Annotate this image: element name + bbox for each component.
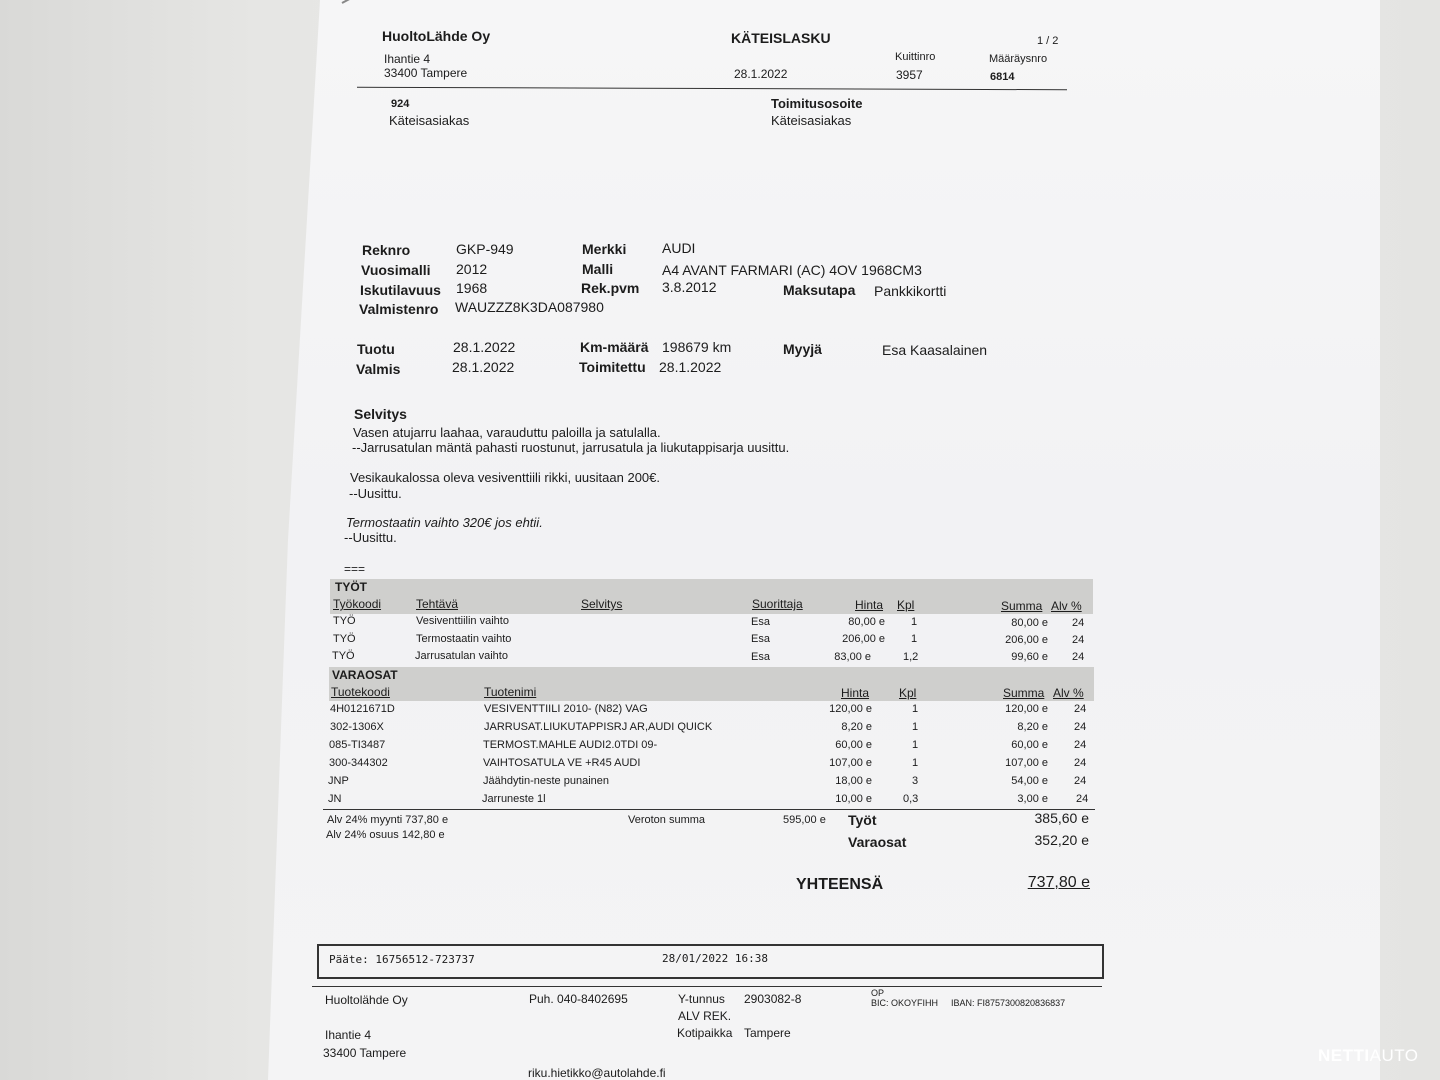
footer-iban: IBAN: FI8757300820836837 — [951, 998, 1066, 1008]
varaosat-row-koodi: 085-TI3487 — [329, 739, 386, 751]
varaosat-row-alv: 24 — [1076, 793, 1089, 805]
varaosat-row-summa: 120,00 e — [1005, 703, 1048, 715]
maarays-label: Määräysnro — [989, 53, 1048, 65]
varaosat-col-nimi: Tuotenimi — [484, 685, 537, 699]
selvitys-line: Vesikaukalossa oleva vesiventtiili rikki, uusitaan 200€. — [350, 470, 661, 485]
veroton-value: 595,00 e — [783, 814, 826, 826]
tuotu-label: Tuotu — [357, 341, 395, 357]
varaosat-col-alv: Alv % — [1053, 686, 1084, 700]
tyot-title: TYÖT — [335, 580, 367, 594]
iskutilavuus-value: 1968 — [456, 280, 488, 296]
tyot-row-summa: 99,60 e — [1011, 651, 1048, 663]
tyot-row-kpl: 1 — [911, 616, 918, 628]
delivery-label: Toimitusosoite — [771, 96, 863, 111]
iskutilavuus-label: Iskutilavuus — [360, 282, 441, 298]
varaosat-row-koodi: JN — [328, 793, 342, 805]
watermark-part1: NETTI — [1318, 1046, 1370, 1065]
varaosat-row-nimi: JARRUSAT.LIUKUTAPPISRJ AR,AUDI QUICK — [484, 721, 713, 733]
varaosat-row-alv: 24 — [1074, 757, 1087, 769]
tyot-row-tehtava: Vesiventtiilin vaihto — [416, 615, 509, 627]
kuitti-label: Kuittinro — [895, 51, 936, 63]
tyot-row-suorittaja: Esa — [751, 616, 770, 628]
tyot-row-hinta: 80,00 e — [848, 616, 885, 628]
yhteensa-label: YHTEENSÄ — [796, 876, 884, 893]
tyot-col-kpl: Kpl — [897, 598, 915, 612]
customer-name: Käteisasiakas — [389, 113, 470, 128]
km-label: Km-määrä — [580, 339, 649, 355]
selvitys-line: Vasen atujarru laahaa, varauduttu paloilla ja satulalla. — [353, 425, 661, 440]
varaosat-row-kpl: 3 — [912, 775, 919, 787]
tyot-row-kpl: 1 — [911, 633, 918, 645]
varaosat-col-kpl: Kpl — [899, 686, 917, 700]
varaosat-row-hinta: 60,00 e — [835, 739, 872, 751]
varaosat-col-koodi: Tuotekoodi — [331, 685, 390, 699]
footer-address-2: 33400 Tampere — [323, 1046, 407, 1060]
varaosat-row-nimi: Jarruneste 1l — [482, 793, 546, 805]
alv-myynti: Alv 24% myynti 737,80 e — [327, 814, 449, 826]
myyja-value: Esa Kaasalainen — [882, 342, 988, 358]
tuotu-value: 28.1.2022 — [453, 339, 516, 355]
tyot-row-alv: 24 — [1072, 634, 1085, 646]
varaosat-header-band — [329, 667, 1094, 701]
footer-kotipaikka-label: Kotipaikka — [677, 1026, 733, 1040]
tyot-row-summa: 206,00 e — [1005, 634, 1048, 646]
tyot-col-koodi: Työkoodi — [333, 597, 382, 611]
tyot-row-koodi: TYÖ — [332, 650, 355, 662]
document-title: KÄTEISLASKU — [731, 30, 831, 46]
varaosat-row-alv: 24 — [1074, 775, 1087, 787]
footer-email: riku.hietikko@autolahde.fi — [528, 1066, 666, 1080]
merkki-label: Merkki — [582, 241, 627, 257]
rekpvm-label: Rek.pvm — [581, 280, 640, 296]
malli-label: Malli — [582, 261, 614, 277]
footer-phone: Puh. 040-8402695 — [529, 992, 628, 1006]
tyot-row-alv: 24 — [1072, 651, 1085, 663]
maksutapa-value: Pankkikortti — [874, 283, 947, 299]
footer-ytunnus: 2903082-8 — [744, 992, 802, 1006]
tyot-col-tehtava: Tehtävä — [416, 597, 459, 611]
company-name: HuoltoLähde Oy — [382, 28, 491, 44]
varaosat-row-alv: 24 — [1074, 703, 1087, 715]
watermark-part2: AUTO — [1369, 1046, 1419, 1065]
varaosat-row-nimi: VAIHTOSATULA VE +R45 AUDI — [483, 757, 641, 769]
vuosimalli-label: Vuosimalli — [361, 262, 431, 278]
varaosat-row-hinta: 18,00 e — [835, 775, 872, 787]
malli-value: A4 AVANT FARMARI (AC) 4OV 1968CM3 — [662, 262, 922, 278]
tyot-row-suorittaja: Esa — [751, 651, 770, 663]
alv-osuus: Alv 24% osuus 142,80 e — [326, 829, 445, 841]
rekpvm-value: 3.8.2012 — [662, 279, 717, 295]
varaosat-row-koodi: 4H0121671D — [330, 703, 395, 715]
selvitys-title: Selvitys — [354, 406, 407, 422]
varaosat-row-kpl: 1 — [912, 721, 919, 733]
tyot-col-alv: Alv % — [1051, 599, 1082, 613]
varaosat-row-summa: 3,00 e — [1017, 793, 1048, 805]
receipt-paper — [268, 0, 1380, 1080]
kuitti-value: 3957 — [896, 68, 923, 82]
selvitys-separator: === — [344, 562, 366, 576]
merkki-value: AUDI — [662, 240, 696, 256]
yhteensa-value: 737,80 e — [1027, 874, 1090, 891]
toimitettu-label: Toimitettu — [579, 359, 646, 375]
totals-divider — [323, 809, 1095, 810]
tyot-total-label: Työt — [848, 812, 877, 828]
footer-ytunnus-label: Y-tunnus — [678, 992, 725, 1006]
varaosat-col-hinta: Hinta — [841, 686, 870, 700]
valmistenro-label: Valmistenro — [359, 301, 439, 317]
footer-bic: BIC: OKOYFIHH — [871, 998, 939, 1008]
varaosat-row-hinta: 10,00 e — [835, 793, 872, 805]
varaosat-row-summa: 107,00 e — [1005, 757, 1048, 769]
varaosat-row-hinta: 120,00 e — [829, 703, 872, 715]
footer-address-1: Ihantie 4 — [325, 1028, 372, 1042]
varaosat-row-hinta: 107,00 e — [829, 757, 872, 769]
maarays-value: 6814 — [990, 71, 1015, 83]
varaosat-row-kpl: 1 — [912, 739, 919, 751]
varaosat-row-kpl: 1 — [912, 757, 919, 769]
varaosat-title: VARAOSAT — [332, 668, 398, 682]
footer-op: OP — [871, 988, 885, 998]
tyot-col-selvitys: Selvitys — [581, 597, 623, 611]
tyot-row-tehtava: Jarrusatulan vaihto — [415, 650, 508, 662]
footer-alv: ALV REK. — [678, 1009, 732, 1023]
selvitys-line: --Jarrusatulan mäntä pahasti ruostunut, jarrusatula ja liukutappisarja uusittu. — [352, 440, 790, 455]
selvitys-line: --Uusittu. — [344, 530, 397, 545]
varaosat-row-hinta: 8,20 e — [841, 721, 872, 733]
valmis-value: 28.1.2022 — [452, 359, 515, 375]
tyot-total-value: 385,60 e — [1034, 810, 1089, 826]
varaosat-row-kpl: 0,3 — [903, 793, 919, 805]
tyot-col-hinta: Hinta — [855, 598, 884, 612]
tyot-row-tehtava: Termostaatin vaihto — [416, 633, 512, 645]
varaosat-col-summa: Summa — [1003, 686, 1045, 700]
tyot-row-hinta: 83,00 e — [834, 651, 871, 663]
tyot-row-kpl: 1,2 — [903, 651, 919, 663]
varaosat-row-koodi: 302-1306X — [330, 721, 384, 733]
toimitettu-value: 28.1.2022 — [659, 359, 722, 375]
selvitys-line: --Uusittu. — [349, 486, 402, 501]
varaosat-total-label: Varaosat — [848, 834, 907, 850]
varaosat-total-value: 352,20 e — [1034, 832, 1089, 848]
customer-number: 924 — [391, 98, 410, 110]
veroton-label: Veroton summa — [628, 814, 706, 826]
tyot-row-suorittaja: Esa — [751, 633, 770, 645]
footer-divider — [312, 986, 1102, 987]
tyot-col-suorittaja: Suorittaja — [752, 597, 803, 611]
tyot-row-alv: 24 — [1072, 617, 1085, 629]
vuosimalli-value: 2012 — [456, 261, 488, 277]
varaosat-row-nimi: TERMOST.MAHLE AUDI2.0TDI 09- — [483, 739, 658, 751]
varaosat-row-summa: 60,00 e — [1011, 739, 1048, 751]
valmis-label: Valmis — [356, 361, 401, 377]
company-address-1: Ihantie 4 — [384, 52, 431, 66]
footer-kotipaikka: Tampere — [744, 1026, 791, 1040]
reknro-label: Reknro — [362, 242, 411, 258]
page-number: 1 / 2 — [1037, 35, 1059, 47]
terminal-datetime: 28/01/2022 16:38 — [662, 952, 768, 965]
maksutapa-label: Maksutapa — [783, 282, 856, 298]
selvitys-line: Termostaatin vaihto 320€ jos ehtii. — [346, 515, 543, 530]
tyot-row-summa: 80,00 e — [1011, 617, 1048, 629]
varaosat-row-nimi: VESIVENTTIILI 2010- (N82) VAG — [484, 703, 648, 715]
delivery-name: Käteisasiakas — [771, 113, 852, 128]
varaosat-row-koodi: JNP — [328, 775, 349, 787]
terminal-id: Pääte: 16756512-723737 — [329, 953, 475, 966]
varaosat-row-kpl: 1 — [912, 703, 919, 715]
myyja-label: Myyjä — [783, 341, 822, 357]
tyot-row-koodi: TYÖ — [333, 633, 356, 645]
varaosat-row-alv: 24 — [1074, 739, 1087, 751]
varaosat-row-nimi: Jäähdytin-neste punainen — [483, 775, 609, 787]
varaosat-row-alv: 24 — [1074, 721, 1087, 733]
varaosat-row-koodi: 300-344302 — [329, 757, 388, 769]
varaosat-row-summa: 54,00 e — [1011, 775, 1048, 787]
tyot-row-koodi: TYÖ — [333, 615, 356, 627]
footer-company: Huoltolähde Oy — [325, 993, 408, 1007]
km-value: 198679 km — [662, 339, 732, 355]
valmistenro-value: WAUZZZ8K3DA087980 — [455, 299, 604, 315]
nettiauto-watermark — [1318, 1046, 1419, 1066]
invoice-date: 28.1.2022 — [734, 67, 788, 81]
reknro-value: GKP-949 — [456, 241, 514, 257]
tyot-col-summa: Summa — [1001, 599, 1043, 613]
tyot-row-hinta: 206,00 e — [842, 633, 885, 645]
varaosat-row-summa: 8,20 e — [1017, 721, 1048, 733]
company-address-2: 33400 Tampere — [384, 66, 468, 80]
